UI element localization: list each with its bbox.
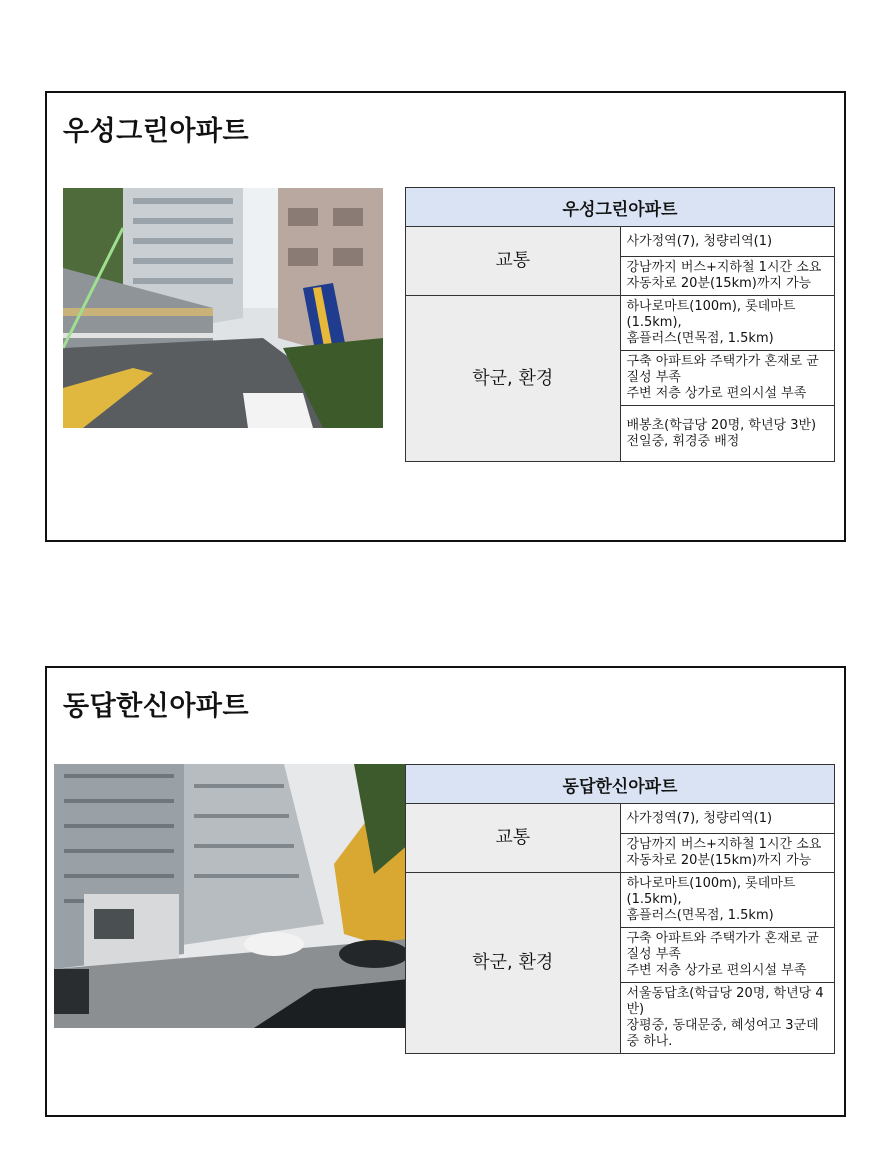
table-header: 동답한신아파트 bbox=[406, 765, 835, 804]
slide-dongdap-hanshin bbox=[45, 666, 846, 1117]
env-marts: 하나로마트(100m), 롯데마트(1.5km), 홈플러스(면목점, 1.5km) bbox=[620, 873, 835, 928]
slide-title: 우성그린아파트 bbox=[63, 116, 250, 147]
transport-stations: 사가정역(7), 청량리역(1) bbox=[620, 804, 835, 834]
env-neighborhood: 구축 아파트와 주택가가 혼재로 균질성 부족 주변 저층 상가로 편의시설 부족 bbox=[620, 351, 835, 406]
transport-commute: 강남까지 버스+지하철 1시간 소요 자동차로 20분(15km)까지 가능 bbox=[620, 257, 835, 296]
building-photo-icon bbox=[54, 764, 409, 1028]
apartment-photo bbox=[54, 764, 409, 1028]
info-table bbox=[405, 764, 835, 1054]
info-table bbox=[405, 187, 835, 462]
category-transport: 교통 bbox=[406, 804, 621, 873]
env-schools: 서울동답초(학급당 20명, 학년당 4반) 장평중, 동대문중, 혜성여고 3군데 중 하나. bbox=[620, 983, 835, 1054]
env-marts: 하나로마트(100m), 롯데마트(1.5km), 홈플러스(면목점, 1.5km) bbox=[620, 296, 835, 351]
transport-commute: 강남까지 버스+지하철 1시간 소요 자동차로 20분(15km)까지 가능 bbox=[620, 834, 835, 873]
category-environment: 학군, 환경 bbox=[406, 296, 621, 462]
env-schools: 배봉초(학급당 20명, 학년당 3반) 전일중, 휘경중 배정 bbox=[620, 406, 835, 462]
category-transport: 교통 bbox=[406, 227, 621, 296]
apartment-photo bbox=[63, 188, 383, 428]
env-neighborhood: 구축 아파트와 주택가가 혼재로 균질성 부족 주변 저층 상가로 편의시설 부족 bbox=[620, 928, 835, 983]
transport-stations: 사가정역(7), 청량리역(1) bbox=[620, 227, 835, 257]
category-environment: 학군, 환경 bbox=[406, 873, 621, 1054]
building-photo-icon bbox=[63, 188, 383, 428]
slide-title: 동답한신아파트 bbox=[63, 691, 250, 722]
slide-woosung-green bbox=[45, 91, 846, 542]
table-header: 우성그린아파트 bbox=[406, 188, 835, 227]
